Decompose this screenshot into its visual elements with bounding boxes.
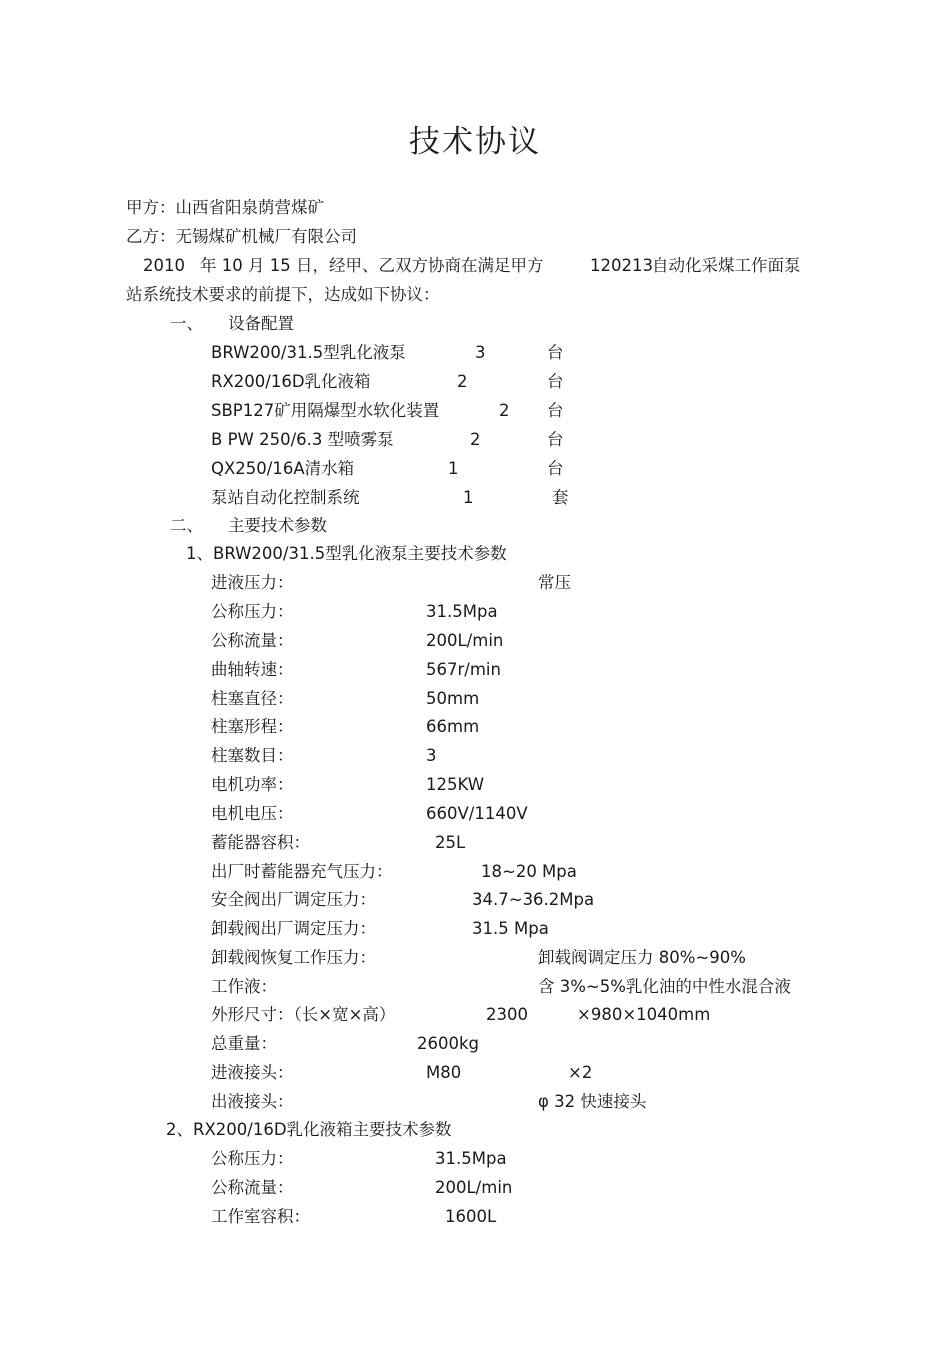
param-value: 2300 — [486, 1005, 528, 1024]
intro-line-2: 站系统技术要求的前提下，达成如下协议： — [126, 285, 440, 304]
intro-text-1: 年 10 月 15 日，经甲、乙双方协商在满足甲方 — [200, 256, 544, 275]
param-value: 25L — [435, 833, 466, 852]
param-label: 出厂时蓄能器充气压力： — [211, 862, 393, 881]
party-b: 乙方：无锡煤矿机械厂有限公司 — [126, 227, 357, 246]
equipment-qty: 2 — [470, 430, 481, 449]
param-value: 200L/min — [426, 631, 504, 650]
equipment-qty: 2 — [457, 372, 468, 391]
param-value-extra: ×2 — [568, 1063, 593, 1082]
equipment-name: 泵站自动化控制系统 — [211, 488, 360, 507]
param-label: 进液压力： — [211, 573, 294, 592]
param-value: 125KW — [426, 775, 485, 794]
param-value: 660V/1140V — [426, 804, 528, 823]
equipment-name: SBP127矿用隔爆型水软化装置 — [211, 401, 440, 420]
intro-year: 2010 — [143, 256, 185, 275]
equipment-name: RX200/16D乳化液箱 — [211, 372, 371, 391]
param-value: 2600kg — [417, 1034, 480, 1053]
param-value: 常压 — [538, 573, 571, 592]
equipment-name: B PW 250/6.3 型喷雾泵 — [211, 430, 394, 449]
param-label: 公称流量： — [211, 631, 294, 650]
param-value-extra: ×980×1040mm — [577, 1005, 711, 1024]
param-label: 进液接头： — [211, 1063, 294, 1082]
equipment-unit: 套 — [552, 488, 569, 507]
subsection-2-heading: 2、RX200/16D乳化液箱主要技术参数 — [166, 1120, 452, 1139]
section-1-title: 设备配置 — [228, 314, 294, 333]
param-label: 卸载阀出厂调定压力： — [211, 919, 376, 938]
param-value: 34.7~36.2Mpa — [472, 890, 595, 909]
param-label: 总重量： — [211, 1034, 277, 1053]
document-title: 技术协议 — [409, 124, 541, 160]
equipment-unit: 台 — [547, 343, 564, 362]
param-value: 66mm — [426, 717, 480, 736]
param-label: 工作液： — [211, 977, 277, 996]
intro-code: 120213 — [590, 256, 653, 275]
param-value: 31.5Mpa — [426, 602, 498, 621]
equipment-qty: 2 — [499, 401, 510, 420]
party-a: 甲方：山西省阳泉荫营煤矿 — [126, 198, 324, 217]
section-2-number: 二、 — [170, 516, 203, 535]
param-label: 电机功率： — [211, 775, 294, 794]
param-value: φ 32 快速接头 — [538, 1092, 647, 1111]
param-label: 公称压力： — [211, 1149, 294, 1168]
param-label: 柱塞直径： — [211, 689, 294, 708]
param-label: 蓄能器容积： — [211, 833, 310, 852]
section-1-number: 一、 — [170, 314, 203, 333]
param-label: 安全阀出厂调定压力： — [211, 890, 376, 909]
section-2-title: 主要技术参数 — [228, 516, 327, 535]
equipment-unit: 台 — [547, 459, 564, 478]
param-value: 31.5 Mpa — [472, 919, 549, 938]
param-label: 柱塞数目： — [211, 746, 294, 765]
param-value: 567r/min — [426, 660, 501, 679]
param-label: 出液接头： — [211, 1092, 294, 1111]
param-value: 31.5Mpa — [435, 1149, 507, 1168]
param-value: 3 — [426, 746, 437, 765]
param-label: 卸载阀恢复工作压力： — [211, 948, 376, 967]
equipment-unit: 台 — [547, 401, 564, 420]
param-label: 工作室容积： — [211, 1207, 310, 1226]
param-value: 200L/min — [435, 1178, 513, 1197]
equipment-qty: 1 — [463, 488, 474, 507]
param-label: 公称流量： — [211, 1178, 294, 1197]
param-value: M80 — [426, 1063, 462, 1082]
param-label: 柱塞形程： — [211, 717, 294, 736]
param-value: 18~20 Mpa — [481, 862, 577, 881]
param-label: 曲轴转速： — [211, 660, 294, 679]
equipment-name: BRW200/31.5型乳化液泵 — [211, 343, 406, 362]
intro-text-2: 自动化采煤工作面泵 — [652, 256, 801, 275]
equipment-unit: 台 — [547, 430, 564, 449]
equipment-qty: 1 — [448, 459, 459, 478]
param-label: 公称压力： — [211, 602, 294, 621]
subsection-1-heading: 1、BRW200/31.5型乳化液泵主要技术参数 — [186, 544, 507, 563]
param-value: 卸载阀调定压力 80%~90% — [538, 948, 746, 967]
param-value: 含 3%~5%乳化油的中性水混合液 — [538, 977, 791, 996]
param-label: 外形尺寸：（长×宽×高） — [211, 1005, 396, 1024]
param-value: 1600L — [445, 1207, 497, 1226]
equipment-qty: 3 — [475, 343, 486, 362]
equipment-name: QX250/16A清水箱 — [211, 459, 355, 478]
param-value: 50mm — [426, 689, 480, 708]
param-label: 电机电压： — [211, 804, 294, 823]
equipment-unit: 台 — [547, 372, 564, 391]
